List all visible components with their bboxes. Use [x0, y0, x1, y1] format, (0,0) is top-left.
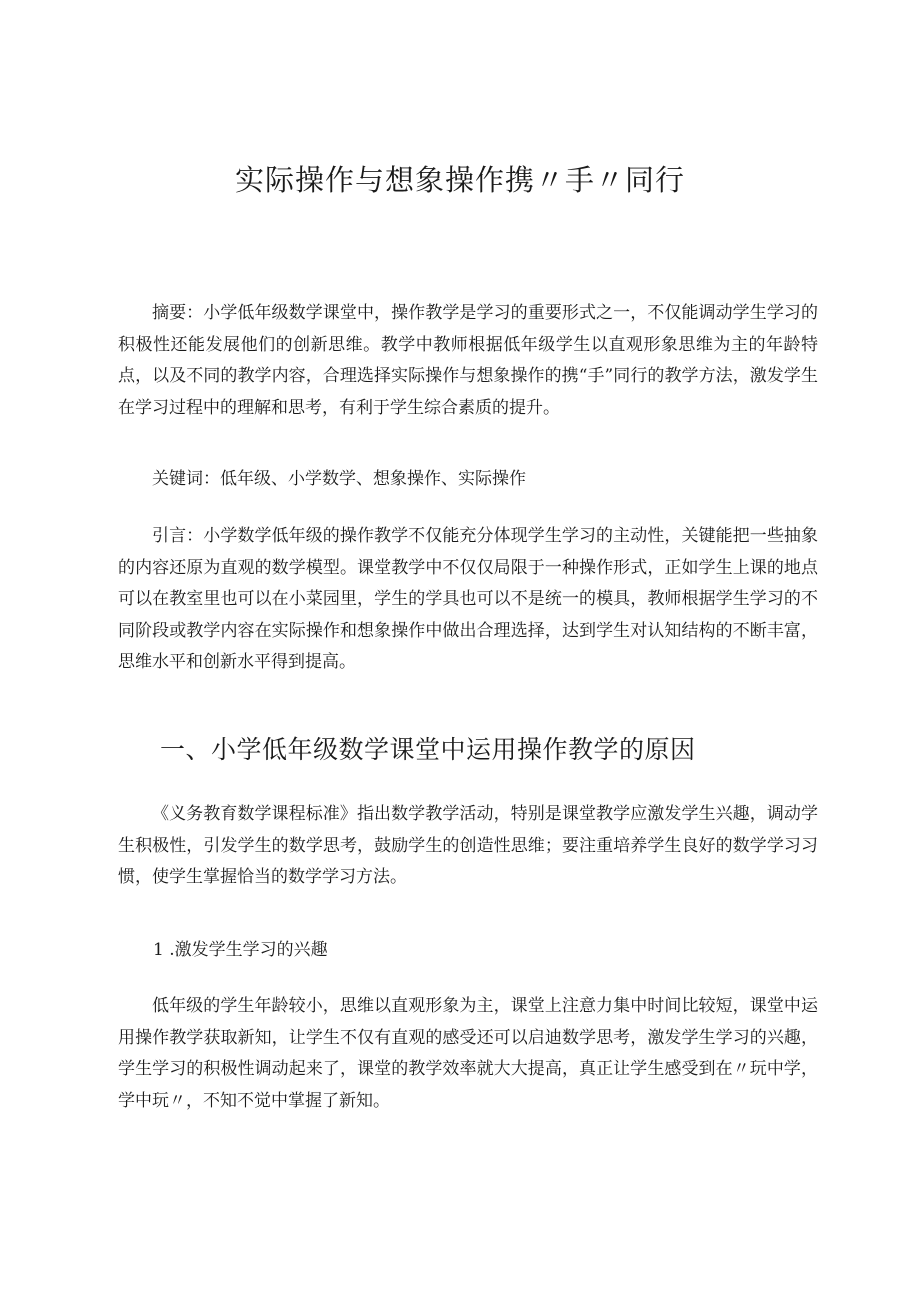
keywords-paragraph: 关键词：低年级、小学数学、想象操作、实际操作 [152, 469, 526, 489]
section-heading: 一、小学低年级数学课堂中运用操作教学的原因 [160, 735, 696, 764]
section-paragraph: 《义务教育数学课程标准》指出数学教学活动，特别是课堂教学应激发学生兴趣，调动学生积极性，引发学生的数学思考，鼓励学生的创造性思维；要注重培养学生良好的数学学习习惯，使学生掌握恰当的数学学习方法。 [118, 804, 818, 887]
abstract-paragraph: 摘要：小学低年级数学课堂中，操作教学是学习的重要形式之一，不仅能调动学生学习的积极性还能发展他们的创新思维。教学中教师根据低年级学生以直观形象思维为主的年龄特点，以及不同的教学内容，合理选择实际操作与想象操作的携“手”同行的教学方法，激发学生在学习过程中的理解和思考，有利于学生综合素质的提升。 [118, 303, 818, 418]
subsection-heading: 1 .激发学生学习的兴趣 [153, 940, 328, 960]
subsection-paragraph: 低年级的学生年龄较小，思维以直观形象为主，课堂上注意力集中时间比较短，课堂中运用操作教学获取新知，让学生不仅有直观的感受还可以启迪数学思考，激发学生学习的兴趣，学生学习的积极性调动起来了，课堂的教学效率就大大提高，真正让学生感受到在〃玩中学，学中玩〃，不知不觉中掌握了新知。 [118, 996, 818, 1111]
introduction-paragraph: 引言：小学数学低年级的操作教学不仅能充分体现学生学习的主动性，关键能把一些抽象的内容还原为直观的数学模型。课堂教学中不仅仅局限于一种操作形式，正如学生上课的地点可以在教室里也可以在小菜园里，学生的学具也可以不是统一的模具，教师根据学生学习的不同阶段或教学内容在实际操作和想象操作中做出合理选择，达到学生对认知结构的不断丰富，思维水平和创新水平得到提高。 [118, 526, 818, 672]
document-title: 实际操作与想象操作携〃手〃同行 [234, 163, 685, 197]
